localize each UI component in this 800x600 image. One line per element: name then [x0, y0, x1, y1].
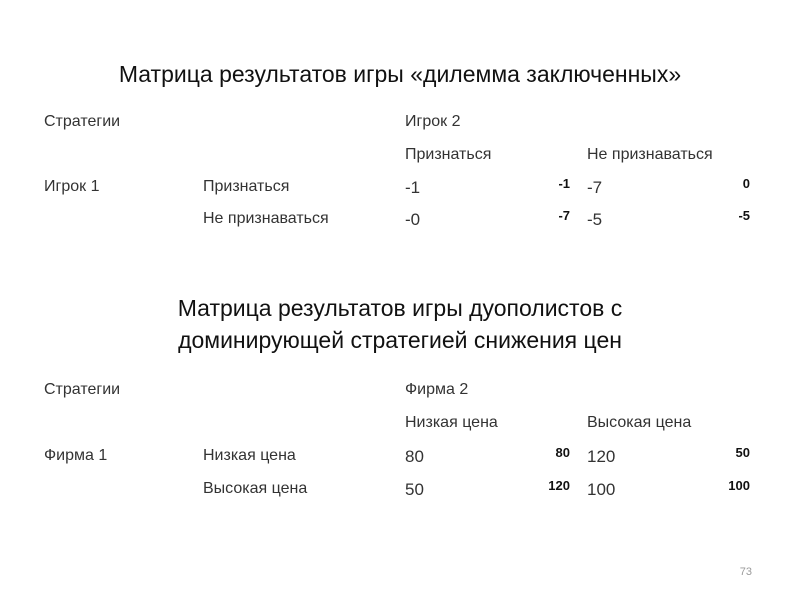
table2-payoff-r1c1-player1: 80	[405, 447, 424, 466]
table1-column-player: Игрок 2	[405, 113, 461, 130]
table1-payoff-r2c2-player2: -5	[738, 208, 750, 223]
table1-row-option-1: Признаться	[203, 178, 290, 195]
table2-payoff-r2c2-player1: 100	[587, 480, 616, 499]
table1-payoff-r1c1-player1: -1	[405, 178, 421, 197]
table1-payoff-r2c1-player1: -0	[405, 210, 421, 229]
table1-payoff-r1c1-player2: -1	[558, 176, 570, 191]
table2-payoff-r1c2-player2: 50	[735, 445, 750, 460]
table2-payoff-r2c2-player2: 100	[728, 478, 750, 493]
table2-row-option-2: Высокая цена	[203, 480, 308, 497]
table1-payoff-r2c1-player2: -7	[558, 208, 570, 223]
table2-column-player: Фирма 2	[405, 381, 469, 398]
table2-payoff-r1c2-player1: 120	[587, 447, 616, 466]
table1-col-option-2: Не признаваться	[587, 146, 713, 163]
table1-payoff-r1c2-player1: -7	[587, 178, 603, 197]
table2-payoff-r1c1-player2: 80	[555, 445, 570, 460]
table1-row-player: Игрок 1	[44, 178, 100, 195]
table2-title: Матрица результатов игры дуополистов с доминирующей стратегией снижения цен	[177, 295, 623, 353]
table2-strategies-label: Стратегии	[44, 381, 121, 398]
table2-payoff-r2c1-player1: 50	[405, 480, 424, 499]
table2-col-option-2: Высокая цена	[587, 414, 692, 431]
table2-col-option-1: Низкая цена	[405, 414, 498, 431]
table1-payoff-r2c2-player1: -5	[587, 210, 603, 229]
page-number: 73	[739, 566, 752, 578]
table2-row-player: Фирма 1	[44, 447, 108, 464]
table1-col-option-1: Признаться	[405, 146, 492, 163]
table1-payoff-r1c2-player2: 0	[742, 176, 750, 191]
table2-row-option-1: Низкая цена	[203, 447, 296, 464]
table1-title: Матрица результатов игры «дилемма заключенных»	[118, 61, 682, 87]
table1-strategies-label: Стратегии	[44, 113, 121, 130]
table2-payoff-r2c1-player2: 120	[548, 478, 570, 493]
table1-row-option-2: Не признаваться	[203, 210, 329, 227]
